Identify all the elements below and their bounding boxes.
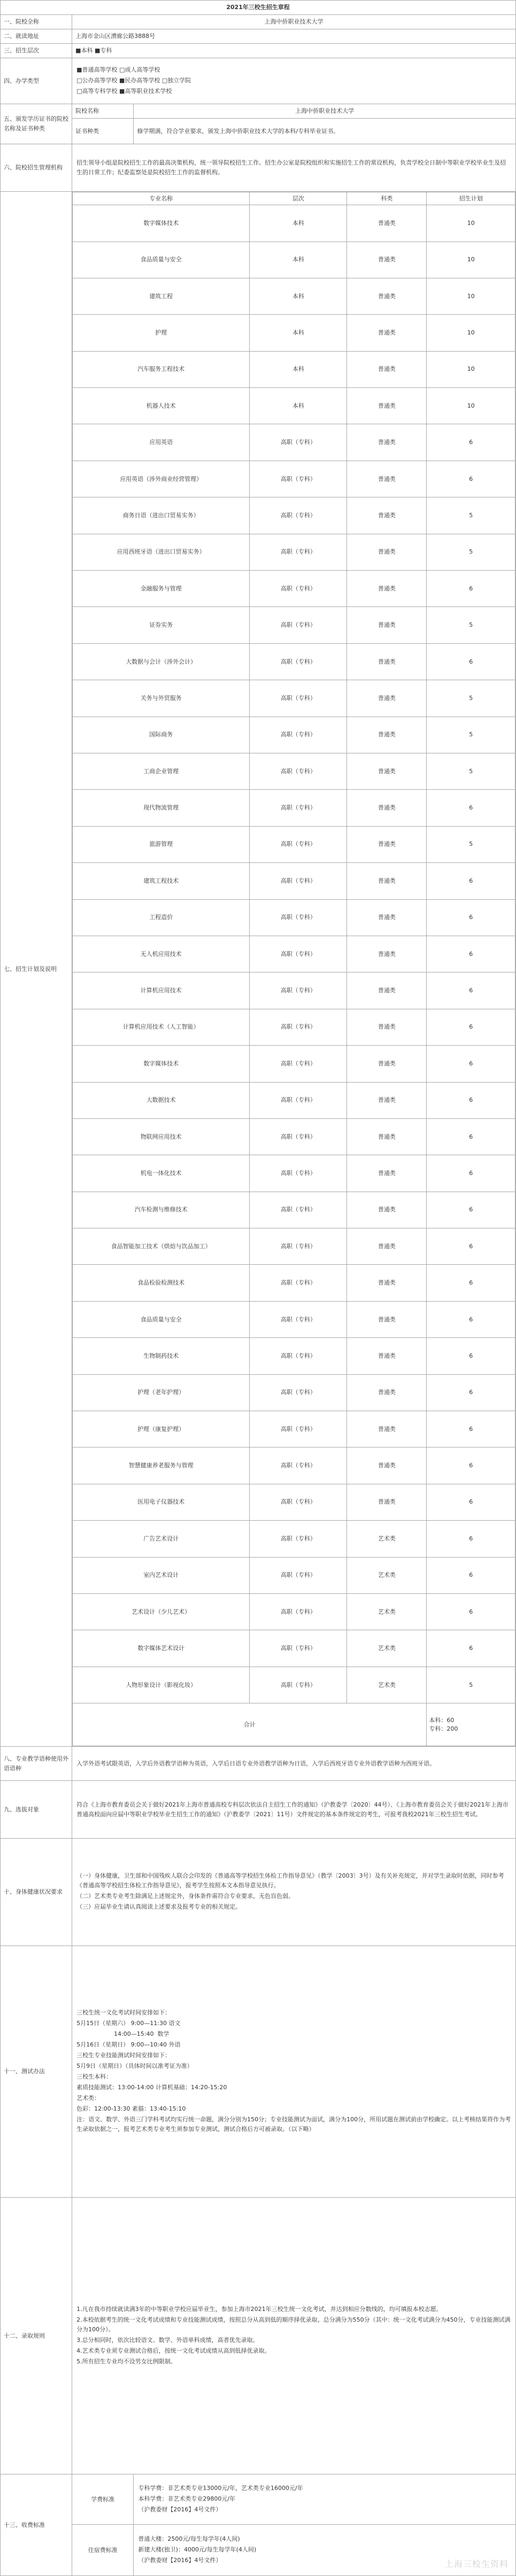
plan-row: [73, 242, 515, 278]
plan-row: [73, 1046, 515, 1082]
plan-quota: 10: [427, 205, 515, 242]
plan-level: 高职（专科）: [250, 826, 347, 862]
exam-line: 5月9日（星期日）（具体时间以准考证为准）: [76, 2062, 193, 2069]
plan-row: [73, 1155, 515, 1192]
plan-level: 本科: [250, 388, 347, 424]
plan-row: [73, 497, 515, 534]
plan-major: 食品检验检测技术: [73, 1265, 250, 1301]
plan-major: 医用电子仪器技术: [73, 1484, 250, 1520]
plan-quota: 5: [427, 497, 515, 534]
plan-level: 高职（专科）: [250, 1009, 347, 1045]
plan-row: [73, 643, 515, 680]
plan-quota: 10: [427, 388, 515, 424]
plan-header-level: 层次: [250, 192, 347, 205]
admission-rule-line: 5.所有招生专业均不设男女比例限制。: [76, 2357, 176, 2365]
plan-row: [73, 278, 515, 314]
exam-line: 注：语文、数学、外语三门学科考试均实行统一命题，满分分别为150分；专业技能测试为面试，满分为100分，所用试题在测试前由学校确定。以上考核结果将作为考生录取依据之一，报考艺术类专业考生须参加专业测试，测试合格后方可被录取。（以下略）: [76, 2115, 511, 2133]
plan-major: 建筑工程技术: [73, 863, 250, 899]
exam-text: [72, 1945, 516, 2197]
plan-row: [73, 972, 515, 1009]
plan-total-line: 专科：200: [429, 1725, 458, 1732]
plan-category: 普通类: [347, 1374, 427, 1411]
plan-quota: 6: [427, 1301, 515, 1337]
plan-row: [73, 1338, 515, 1374]
health-line: （一）身体健康，卫生部和中国残疾人联合会印发的《普通高等学校招生体检工作指导意见》（教学〔2003〕3号）及有关补充规定，并对学生录取时依据，同时参考《普通高等学校招生体检工作指导意见》，报考学生按照本文本指导意见执行。: [76, 1872, 504, 1889]
plan-category: 普通类: [347, 790, 427, 826]
plan-level: 高职（专科）: [250, 1411, 347, 1447]
plan-level: 本科: [250, 351, 347, 387]
plan-level: 高职（专科）: [250, 936, 347, 972]
plan-major: 人物形象设计（影视化妆）: [73, 1667, 250, 1703]
plan-major: 物联网应用技术: [73, 1118, 250, 1155]
plan-quota: 6: [427, 899, 515, 936]
row-label-enrollment-plan: 七、招生计划及说明: [1, 192, 72, 1747]
plan-category: 普通类: [347, 972, 427, 1009]
plan-row: [73, 424, 515, 461]
plan-quota: 10: [427, 278, 515, 314]
plan-major: 应用西班牙语（进出口贸易实务）: [73, 534, 250, 570]
plan-level: 高职（专科）: [250, 1557, 347, 1593]
plan-quota: 6: [427, 424, 515, 461]
plan-level: 高职（专科）: [250, 1630, 347, 1667]
tuition-text: [134, 2474, 516, 2525]
plan-category: 普通类: [347, 717, 427, 753]
plan-major: 大数据技术: [73, 1082, 250, 1118]
cert-name-label: 院校名称: [72, 104, 134, 119]
plan-quota: 10: [427, 351, 515, 387]
plan-major: 艺术设计（少儿艺术）: [73, 1593, 250, 1630]
plan-major: 数字媒体艺术设计: [73, 1630, 250, 1667]
plan-row: [73, 205, 515, 242]
plan-major: 机电一体化技术: [73, 1155, 250, 1192]
health-line: （二）艺术类专业考生除满足上述规定外，身体条件需符合专业要求，无色盲色弱。: [76, 1892, 295, 1900]
plan-major: 广告艺术设计: [73, 1521, 250, 1557]
exam-line: 色彩：12:00-13:30 素描：13:40-15:10: [76, 2105, 186, 2112]
plan-major: 智慧健康养老服务与管理: [73, 1447, 250, 1484]
plan-major: 金融服务与管理: [73, 571, 250, 607]
exam-line: 三校生专业技能测试时间安排如下：: [76, 2051, 171, 2059]
row-label-school-type: 四、办学类型: [1, 58, 72, 104]
tuition-line: （沪教委财【2016】4号文件）: [138, 2505, 222, 2513]
row-label-certificate: 五、颁发学历证书的院校名称及证书种类: [1, 104, 72, 144]
plan-level: 高职（专科）: [250, 1155, 347, 1192]
row-label-applicants: 九、选拔对象: [1, 1780, 72, 1838]
plan-category: 普通类: [347, 1447, 427, 1484]
plan-category: 普通类: [347, 1338, 427, 1374]
plan-quota: 5: [427, 607, 515, 643]
plan-major: 关务与外贸服务: [73, 680, 250, 717]
plan-row: [73, 1082, 515, 1118]
plan-level: 高职（专科）: [250, 607, 347, 643]
plan-quota: 6: [427, 1374, 515, 1411]
plan-level: 高职（专科）: [250, 1447, 347, 1484]
plan-major: 商务日语（进出口贸易实务）: [73, 497, 250, 534]
exam-line: 艺术类：: [76, 2094, 101, 2102]
plan-category: 艺术类: [347, 1557, 427, 1593]
plan-level: 高职（专科）: [250, 1484, 347, 1520]
plan-row: [73, 863, 515, 899]
plan-category: 普通类: [347, 461, 427, 497]
plan-row: [73, 753, 515, 789]
enrollment-plan-cell: [72, 192, 516, 1747]
plan-row: [73, 388, 515, 424]
plan-level: 高职（专科）: [250, 790, 347, 826]
health-line: （三）应届毕业生请认真阅读上述要求及报考专业的相关规定。: [76, 1903, 242, 1910]
plan-quota: 6: [427, 1521, 515, 1557]
plan-category: 普通类: [347, 1082, 427, 1118]
tuition-label: 学费标准: [72, 2474, 134, 2525]
plan-row: [73, 461, 515, 497]
plan-category: 普通类: [347, 1484, 427, 1520]
plan-major: 建筑工程: [73, 278, 250, 314]
plan-category: 普通类: [347, 1155, 427, 1192]
admission-rule-line: 2.本校依据考生的统一文化考试成绩和专业技能测试成绩，按照总分从高到低的顺序择优录取。总分满分为550分（其中：统一文化考试满分为450分，专业技能测试满分为100分）。: [76, 2316, 511, 2333]
plan-major: 计算机应用技术: [73, 972, 250, 1009]
plan-row: [73, 899, 515, 936]
exam-line: 14:00—15:40 数学: [76, 2030, 170, 2037]
plan-major: 室内艺术设计: [73, 1557, 250, 1593]
plan-category: 普通类: [347, 278, 427, 314]
plan-major: 汽车检测与维修技术: [73, 1192, 250, 1228]
plan-quota: 5: [427, 1667, 515, 1703]
plan-category: 普通类: [347, 424, 427, 461]
plan-row: [73, 790, 515, 826]
plan-row: [73, 571, 515, 607]
plan-major: 国际商务: [73, 717, 250, 753]
document-title: 2021年三校生招生章程: [1, 1, 516, 15]
plan-row: [73, 680, 515, 717]
plan-row: [73, 1411, 515, 1447]
foreign-language-text: 入学外语考试限英语，入学后外语教学语种为英语，入学后日语专业外语教学语种为日语，入学后西班牙语专业外语教学语种为西班牙语。: [72, 1747, 516, 1781]
plan-row: [73, 1192, 515, 1228]
plan-category: 普通类: [347, 680, 427, 717]
cert-name-value: 上海中侨职业技术大学: [134, 104, 516, 119]
exam-line: 5月16日（星期日） 9:00—10:40 外语: [76, 2041, 181, 2048]
admission-rule-line: 1.凡在我市持续就读满3年的中等职业学校应届毕业生，参加上海市2021年三校生统一文化考试，并达到相应分数线的，均可填报本校志愿。: [76, 2305, 442, 2313]
plan-row: [73, 936, 515, 972]
plan-major: 护理: [73, 315, 250, 351]
tuition-line: 本科学费：非艺术类专业29800元/年: [138, 2495, 236, 2502]
plan-major: 机器人技术: [73, 388, 250, 424]
plan-header-row: [73, 192, 515, 205]
plan-quota: 6: [427, 1630, 515, 1667]
plan-header-major: 专业名称: [73, 192, 250, 205]
plan-major: 应用英语: [73, 424, 250, 461]
plan-major: 证券实务: [73, 607, 250, 643]
plan-quota: 10: [427, 315, 515, 351]
plan-header-quota: 招生计划: [427, 192, 515, 205]
plan-major: 食品质量与安全: [73, 1301, 250, 1337]
plan-category: 普通类: [347, 1192, 427, 1228]
plan-row: [73, 351, 515, 387]
plan-quota: 6: [427, 571, 515, 607]
plan-category: 普通类: [347, 571, 427, 607]
plan-level: 高职（专科）: [250, 972, 347, 1009]
plan-level: 高职（专科）: [250, 643, 347, 680]
plan-category: 普通类: [347, 643, 427, 680]
plan-category: 普通类: [347, 534, 427, 570]
plan-category: 普通类: [347, 863, 427, 899]
plan-quota: 6: [427, 790, 515, 826]
plan-level: 高职（专科）: [250, 1118, 347, 1155]
admission-rule-line: 3.总分相同时，依次比较语文、数学、外语单科成绩，高者优先录取。: [76, 2336, 259, 2344]
row-label-foreign-language: 八、专业教学语种使用外语语种: [1, 1747, 72, 1781]
plan-header-category: 科类: [347, 192, 427, 205]
plan-quota: 6: [427, 1447, 515, 1484]
plan-level: 高职（专科）: [250, 680, 347, 717]
plan-major: 食品智能加工技术（烘焙与饮品加工）: [73, 1228, 250, 1265]
admission-rule-line: 4.艺术类专业须专业测试合格后，按统一文化考试成绩从高到低择优录取。: [76, 2347, 271, 2354]
plan-level: 高职（专科）: [250, 1301, 347, 1337]
plan-row: [73, 1593, 515, 1630]
address-value: 上海市金山区漕廊公路3888号: [72, 29, 516, 44]
plan-major: 数字媒体技术: [73, 1046, 250, 1082]
plan-row: [73, 1009, 515, 1045]
plan-row: [73, 1667, 515, 1703]
plan-category: 普通类: [347, 497, 427, 534]
row-label-school-name: 一、院校全称: [1, 15, 72, 29]
plan-level: 高职（专科）: [250, 1082, 347, 1118]
plan-major: 汽车服务工程技术: [73, 351, 250, 387]
plan-quota: 6: [427, 461, 515, 497]
plan-quota: 6: [427, 1265, 515, 1301]
plan-major: 应用英语（涉外商业经营管理）: [73, 461, 250, 497]
plan-category: 普通类: [347, 388, 427, 424]
plan-category: 艺术类: [347, 1521, 427, 1557]
plan-quota: 5: [427, 534, 515, 570]
plan-category: 普通类: [347, 1265, 427, 1301]
applicants-text: 符合《上海市教育委员会关于做好2021年上海市普通高校专科层次依法自主招生工作的通知》（沪教委学〔2020〕44号）、《上海市教育委员会关于做好2021年上海市普通高校面向应届中等职业学校毕业生招生工作的通知》（沪教委学〔2021〕11号）文件规定的基本条件规定的考生，可报考我校2021年三校生招生考试。: [72, 1780, 516, 1838]
row-label-fees: 十三、收费标准: [1, 2474, 72, 2576]
plan-level: 高职（专科）: [250, 1338, 347, 1374]
plan-quota: 6: [427, 1228, 515, 1265]
plan-major: 工商企业管理: [73, 753, 250, 789]
plan-quota: 5: [427, 680, 515, 717]
plan-category: 普通类: [347, 1009, 427, 1045]
plan-category: 普通类: [347, 1118, 427, 1155]
plan-major: 工程造价: [73, 899, 250, 936]
plan-category: 普通类: [347, 205, 427, 242]
plan-quota: 6: [427, 1155, 515, 1192]
exam-line: 三校生统一文化考试时间安排如下：: [76, 2009, 171, 2016]
plan-quota: 6: [427, 1082, 515, 1118]
plan-quota: 6: [427, 1046, 515, 1082]
plan-total-value: [427, 1703, 515, 1746]
exam-line: 素质技能测试：13:00-14:00 计算机基础：14:20-15:20: [76, 2083, 227, 2091]
school-type-line: □公办高等学校 ■民办高等学校 □独立学院: [76, 76, 191, 84]
plan-category: 普通类: [347, 607, 427, 643]
plan-level: 高职（专科）: [250, 753, 347, 789]
plan-category: 艺术类: [347, 1667, 427, 1703]
plan-level: 高职（专科）: [250, 899, 347, 936]
lodging-line: 新建大楼(独卫)：4000元/每生每学年(4人间): [138, 2546, 257, 2553]
plan-category: 普通类: [347, 899, 427, 936]
plan-major: 现代物流管理: [73, 790, 250, 826]
exam-line: 5月15日（星期六） 9:00—11:30 语文: [76, 2019, 181, 2027]
plan-row: [73, 826, 515, 862]
plan-row: [73, 1557, 515, 1593]
plan-major: 旅游管理: [73, 826, 250, 862]
plan-level: 高职（专科）: [250, 1192, 347, 1228]
plan-level: 高职（专科）: [250, 571, 347, 607]
plan-quota: 6: [427, 1593, 515, 1630]
plan-category: 普通类: [347, 242, 427, 278]
plan-quota: 5: [427, 753, 515, 789]
plan-category: 普通类: [347, 753, 427, 789]
plan-quota: 6: [427, 972, 515, 1009]
plan-major: 生物制药技术: [73, 1338, 250, 1374]
plan-quota: 6: [427, 1192, 515, 1228]
plan-quota: 6: [427, 936, 515, 972]
plan-category: 普通类: [347, 936, 427, 972]
plan-level: 高职（专科）: [250, 1265, 347, 1301]
plan-quota: 5: [427, 826, 515, 862]
lodging-line: 普通大楼：2500元/每生每学年(4人间): [138, 2535, 240, 2542]
health-text: [72, 1839, 516, 1945]
plan-category: 艺术类: [347, 1593, 427, 1630]
plan-quota: 6: [427, 1484, 515, 1520]
plan-major: 无人机应用技术: [73, 936, 250, 972]
plan-row: [73, 1265, 515, 1301]
school-type-value: [72, 58, 516, 104]
plan-level: 本科: [250, 205, 347, 242]
plan-major: 大数据与会计（涉外会计）: [73, 643, 250, 680]
plan-row: [73, 1228, 515, 1265]
plan-category: 普通类: [347, 826, 427, 862]
plan-level: 本科: [250, 315, 347, 351]
plan-row: [73, 1521, 515, 1557]
plan-level: 高职（专科）: [250, 1228, 347, 1265]
lodging-line: （沪教委财【2016】4号文件）: [138, 2556, 222, 2564]
plan-level: 高职（专科）: [250, 863, 347, 899]
plan-level: 高职（专科）: [250, 1374, 347, 1411]
plan-row: [73, 1118, 515, 1155]
plan-quota: 6: [427, 1338, 515, 1374]
plan-category: 普通类: [347, 315, 427, 351]
plan-total-label: 合计: [73, 1703, 427, 1746]
plan-row: [73, 1374, 515, 1411]
plan-major: 护理（康复护理）: [73, 1411, 250, 1447]
plan-total-row: [73, 1703, 515, 1746]
plan-category: 普通类: [347, 1046, 427, 1082]
plan-quota: 6: [427, 1118, 515, 1155]
plan-major: 计算机应用技术（人工智能）: [73, 1009, 250, 1045]
tuition-line: 专科学费：非艺术类专业13000元/年，艺术类专业16000元/年: [138, 2484, 303, 2492]
plan-level: 本科: [250, 278, 347, 314]
plan-row: [73, 1447, 515, 1484]
lodging-label: 住宿费标准: [72, 2525, 134, 2576]
plan-level: 高职（专科）: [250, 534, 347, 570]
plan-major: 护理（老年护理）: [73, 1374, 250, 1411]
school-type-line: □高等专科学校 ■高等职业技术学校: [76, 87, 172, 95]
plan-quota: 6: [427, 863, 515, 899]
plan-row: [73, 534, 515, 570]
plan-level: 本科: [250, 242, 347, 278]
plan-category: 普通类: [347, 351, 427, 387]
plan-quota: 10: [427, 242, 515, 278]
plan-quota: 6: [427, 1009, 515, 1045]
enrollment-plan-table: [72, 192, 515, 1746]
plan-major: 食品质量与安全: [73, 242, 250, 278]
plan-quota: 6: [427, 1557, 515, 1593]
admission-office-text: 招生领导小组是院校招生工作的最高决策机构，统一领导院校招生工作。招生办公室是院校组织和实施招生工作的常设机构，负责学校全日制中等职业学校毕业生及招生的日常工作；纪委监察处是院校招生工作的监督机构。: [72, 144, 516, 192]
plan-level: 高职（专科）: [250, 717, 347, 753]
plan-total-line: 本科：60: [429, 1716, 455, 1724]
row-label-exam: 十一、测试办法: [1, 1945, 72, 2197]
plan-row: [73, 1484, 515, 1520]
admission-rules-text: [72, 2197, 516, 2474]
watermark: 上海三校生资料: [444, 2559, 509, 2569]
row-label-health: 十、身体健康状况要求: [1, 1839, 72, 1945]
school-type-line: ■普通高等学校 □成人高等学校: [76, 66, 160, 73]
plan-row: [73, 717, 515, 753]
plan-quota: 6: [427, 1411, 515, 1447]
level-value: ■本科 ■专科: [72, 44, 516, 58]
plan-row: [73, 1301, 515, 1337]
row-label-level: 三、招生层次: [1, 44, 72, 58]
cert-type-value: 修学期满，符合学业要求，颁发上海中侨职业技术大学的本科/专科毕业证书。: [134, 119, 516, 144]
exam-line: 三校生本科：: [76, 2073, 112, 2080]
school-name-value: 上海中侨职业技术大学: [72, 15, 516, 29]
plan-category: 艺术类: [347, 1630, 427, 1667]
plan-level: 高职（专科）: [250, 1667, 347, 1703]
plan-level: 高职（专科）: [250, 497, 347, 534]
row-label-admission-rules: 十二、录取规则: [1, 2197, 72, 2474]
plan-level: 高职（专科）: [250, 461, 347, 497]
plan-major: 数字媒体技术: [73, 205, 250, 242]
plan-level: 高职（专科）: [250, 1521, 347, 1557]
cert-type-label: 证书种类: [72, 119, 134, 144]
plan-category: 普通类: [347, 1301, 427, 1337]
plan-row: [73, 1630, 515, 1667]
plan-row: [73, 315, 515, 351]
plan-level: 高职（专科）: [250, 1046, 347, 1082]
row-label-admission-office: 六、院校招生管理机构: [1, 144, 72, 192]
plan-quota: 5: [427, 717, 515, 753]
plan-level: 高职（专科）: [250, 424, 347, 461]
plan-row: [73, 607, 515, 643]
plan-category: 普通类: [347, 1228, 427, 1265]
plan-quota: 6: [427, 643, 515, 680]
row-label-address: 二、就读地址: [1, 29, 72, 44]
plan-category: 普通类: [347, 1411, 427, 1447]
plan-level: 高职（专科）: [250, 1593, 347, 1630]
